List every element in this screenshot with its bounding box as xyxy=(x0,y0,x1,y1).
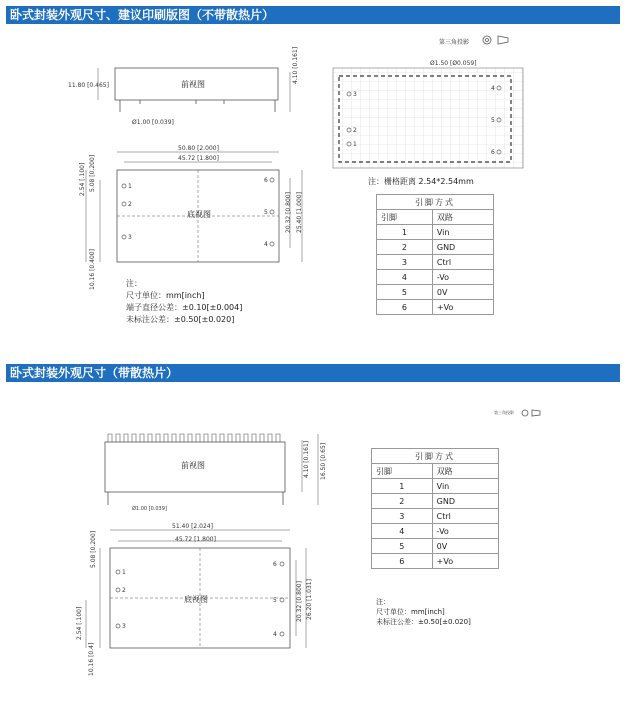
table-row: 3 Ctrl xyxy=(377,255,494,270)
note-line: 未标注公差：±0.50[±0.020] xyxy=(376,618,471,626)
dim-2620: 26.20 [1.031] xyxy=(306,579,313,620)
dim-508: 5.08 [0.200] xyxy=(89,154,96,192)
dim-pin-dia: Ø1.00 [0.039] xyxy=(132,506,167,512)
col-func-header: 双路 xyxy=(432,464,498,479)
pin-label: 5 xyxy=(273,597,277,604)
col-pin-header: 引脚 xyxy=(372,464,433,479)
pin-label: 3 xyxy=(353,91,357,98)
section2-title: 卧式封装外观尺寸（带散热片） xyxy=(6,364,620,382)
note-line: 注： xyxy=(376,598,390,606)
pin-label: 5 xyxy=(264,209,268,216)
pin-table-2 xyxy=(371,448,499,569)
note-line: 尺寸单位：mm[inch] xyxy=(376,608,445,616)
dim-508: 5.08 [0.200] xyxy=(90,530,97,568)
dim-1016: 10.16 [0.4] xyxy=(88,642,95,676)
pin-label: 2 xyxy=(128,201,132,208)
table-row: 3 Ctrl xyxy=(372,509,499,524)
bottom-view-label: 底视图 xyxy=(184,595,208,604)
pin-label: 2 xyxy=(122,587,126,594)
pin-label: 3 xyxy=(128,234,132,241)
pin-table-caption: 引脚方式 xyxy=(372,449,499,464)
note-line: 端子直径公差：±0.10[±0.004] xyxy=(126,303,243,312)
pin-label: 1 xyxy=(128,183,132,190)
third-angle-label: 第三角投影 xyxy=(439,39,470,46)
pin-table-1 xyxy=(376,194,494,315)
pin-label: 3 xyxy=(122,623,126,630)
pin-label: 2 xyxy=(353,127,357,134)
dim-2540: 25.40 [1.000] xyxy=(296,192,303,233)
dim-pin-len: 4.10 [0.161] xyxy=(303,440,310,478)
note-line: 注： xyxy=(126,279,142,288)
pin-label: 5 xyxy=(491,117,495,124)
dim-2032: 20.32 [0.800] xyxy=(285,192,292,233)
col-pin-header: 引脚 xyxy=(377,210,433,225)
table-row: 5 0V xyxy=(372,539,499,554)
table-row: 6 +Vo xyxy=(377,300,494,315)
notes-section2 xyxy=(376,597,471,627)
table-row: 4 -Vo xyxy=(377,270,494,285)
notes-section1 xyxy=(126,278,242,326)
table-row: 2 GND xyxy=(372,494,499,509)
dim-length: 51.40 [2.024] xyxy=(172,523,213,530)
dim-pitch: 45.72 [1.800] xyxy=(175,536,216,543)
dim-pitch: 45.72 [1.800] xyxy=(178,155,219,162)
pin-label: 1 xyxy=(353,141,357,148)
pin-label: 6 xyxy=(491,149,495,156)
pin-table-caption: 引脚方式 xyxy=(377,195,494,210)
pin-label: 6 xyxy=(273,561,277,568)
front-view-label: 前视图 xyxy=(181,461,205,470)
table-row: 4 -Vo xyxy=(372,524,499,539)
pin-label: 4 xyxy=(273,631,277,638)
dim-height: 16.50 [0.65] xyxy=(320,442,327,480)
dim-pin-dia: Ø1.00 [0.039] xyxy=(132,119,174,126)
table-row: 1 Vin xyxy=(377,225,494,240)
col-func-header: 双路 xyxy=(432,210,493,225)
dim-length: 50.80 [2.000] xyxy=(178,145,219,152)
dim-pin-len: 4.10 [0.161] xyxy=(292,46,299,84)
dim-1016: 10.16 [0.400] xyxy=(89,249,96,290)
bottom-view-label: 底视图 xyxy=(187,210,211,219)
note-line: 尺寸单位：mm[inch] xyxy=(126,291,205,300)
grid-note: 注：栅格距离 2.54*2.54mm xyxy=(368,177,474,186)
table-row: 2 GND xyxy=(377,240,494,255)
note-line: 未标注公差：±0.50[±0.020] xyxy=(126,315,235,324)
pin-label: 6 xyxy=(264,177,268,184)
table-row: 5 0V xyxy=(377,285,494,300)
dim-height: 11.80 [0.465] xyxy=(68,82,109,89)
pin-label: 4 xyxy=(491,85,495,92)
dim-254: 2.54 [.100] xyxy=(79,162,86,196)
front-view-label: 前视图 xyxy=(181,80,205,89)
table-row: 1 Vin xyxy=(372,479,499,494)
dim-254: 2.54 [.100] xyxy=(76,606,83,640)
pin-label: 4 xyxy=(264,241,268,248)
dim-2032: 20.32 [0.800] xyxy=(296,581,303,622)
pcb-hole-dim: Ø1.50 [Ø0.059] xyxy=(430,60,477,67)
section1-title: 卧式封装外观尺寸、建议印刷版图（不带散热片） xyxy=(6,6,620,24)
third-angle-label: 第三角投影 xyxy=(494,410,514,415)
pin-label: 1 xyxy=(122,569,126,576)
table-row: 6 +Vo xyxy=(372,554,499,569)
